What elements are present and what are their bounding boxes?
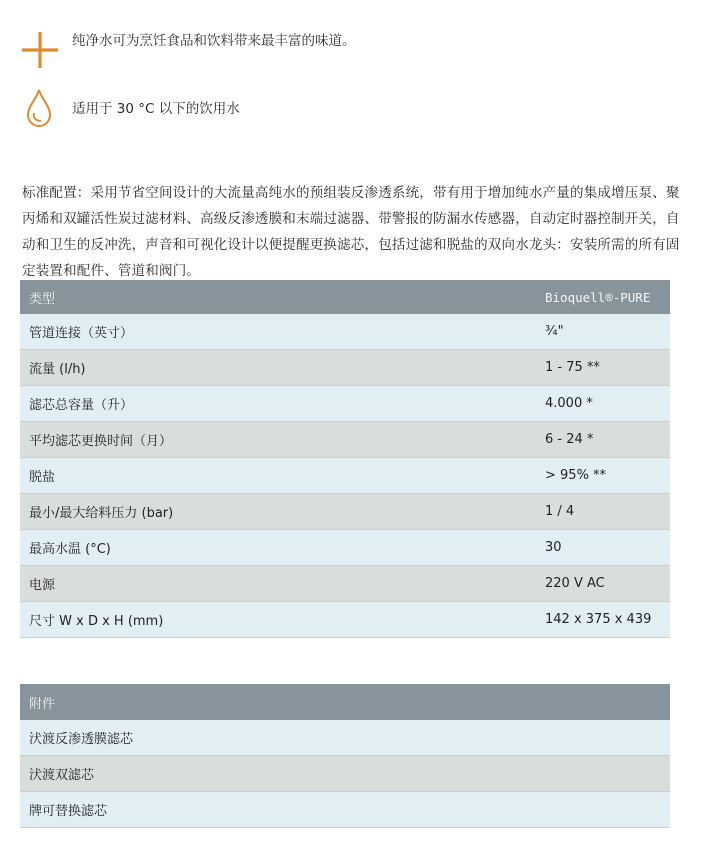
water-drop-icon <box>25 88 53 132</box>
accessory-item: 牌可替换滤芯 <box>20 792 670 828</box>
table-row <box>20 458 670 494</box>
accessories-table <box>20 684 670 828</box>
table-row <box>20 494 670 530</box>
feature-text: 适用于 30 °C 以下的饮用水 <box>72 101 240 117</box>
row-value: 1 / 4 <box>536 494 670 530</box>
table-header-row <box>20 684 670 720</box>
row-label: 脱盐 <box>20 458 536 494</box>
table-row <box>20 314 670 350</box>
table-row <box>20 350 670 386</box>
table-row <box>20 792 670 828</box>
table-row <box>20 422 670 458</box>
row-label: 平均滤芯更换时间（月） <box>20 422 536 458</box>
row-label: 滤芯总容量（升） <box>20 386 536 422</box>
specifications-table <box>20 280 670 638</box>
model-header: Bioquell®-PURE <box>536 280 670 314</box>
row-value: > 95% ** <box>536 458 670 494</box>
row-value: 1 - 75 ** <box>536 350 670 386</box>
row-label: 管道连接（英寸） <box>20 314 536 350</box>
plus-icon <box>20 30 60 74</box>
row-label: 最高水温 (°C) <box>20 530 536 566</box>
table-row <box>20 602 670 638</box>
row-value: 142 x 375 x 439 <box>536 602 670 638</box>
feature-text: 纯净水可为烹饪食品和饮料带来最丰富的味道。 <box>72 33 356 49</box>
standard-configuration-text: 标准配置：采用节省空间设计的大流量高纯水的预组装反渗透系统，带有用于增加纯水产量的集成增压泵、聚丙烯和双罐活性炭过滤材料、高级反渗透膜和末端过滤器、带警报的防漏水传感器，自动定时器控制开关，自动和卫生的反冲洗，声音和可视化设计以便提醒更换滤芯，包括过滤和脱盐的双向水龙头：安装所需的所有固定装置和配件、管道和阀门。 <box>22 184 680 279</box>
row-label: 流量 (l/h) <box>20 350 536 386</box>
row-label: 最小/最大给料压力 (bar) <box>20 494 536 530</box>
row-label: 电源 <box>20 566 536 602</box>
table-header-row <box>20 280 670 314</box>
table-row <box>20 386 670 422</box>
row-value: 220 V AC <box>536 566 670 602</box>
table-row <box>20 566 670 602</box>
table-row <box>20 756 670 792</box>
accessory-item: 汱渡反渗透膜滤芯 <box>20 720 670 756</box>
row-label: 尺寸 W x D x H (mm) <box>20 602 536 638</box>
table-row <box>20 530 670 566</box>
accessories-header: 附件 <box>20 684 670 720</box>
row-value: 4.000 * <box>536 386 670 422</box>
accessory-item: 汱渡双滤芯 <box>20 756 670 792</box>
row-value: 6 - 24 * <box>536 422 670 458</box>
row-value: ¾" <box>536 314 670 350</box>
type-header: 类型 <box>20 280 536 314</box>
table-row <box>20 720 670 756</box>
row-value: 30 <box>536 530 670 566</box>
